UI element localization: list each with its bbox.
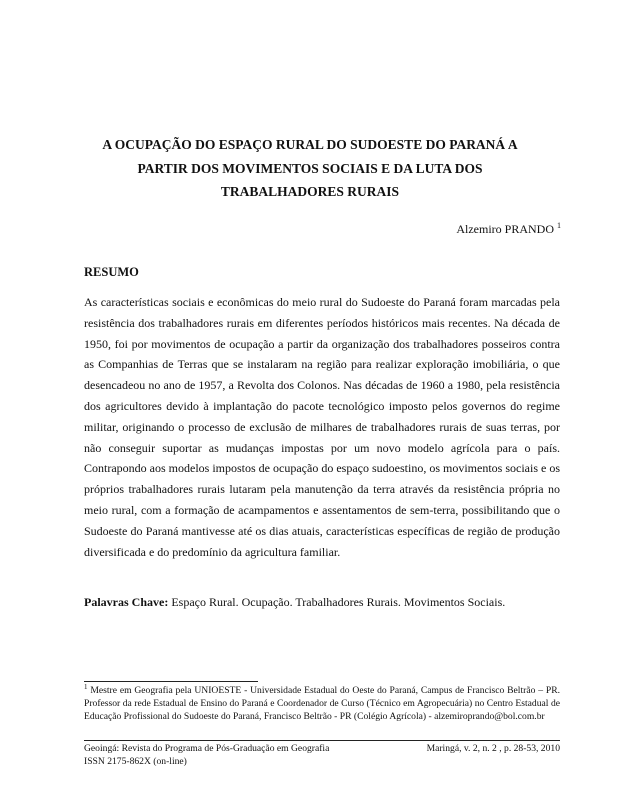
footer-left bbox=[84, 742, 329, 769]
keywords-label: Palavras Chave: bbox=[84, 595, 169, 609]
article-title bbox=[80, 133, 540, 204]
keywords-text: Espaço Rural. Ocupação. Trabalhadores Rurais. Movimentos Sociais. bbox=[171, 595, 506, 609]
title-line-1: A OCUPAÇÃO DO ESPAÇO RURAL DO SUDOESTE DO PARANÁ A bbox=[102, 137, 518, 152]
footnote-text: Mestre em Geografia pela UNIOESTE - Universidade Estadual do Oeste do Paraná, Campus de Francisco Beltrão – PR. Professor da rede Estadual de Ensino do Paraná e Coordenador de Curso (Técnico em Agropecuária) no Centro Estadual de Educação Profissional do Sudoeste do Paraná, Francisco Beltrão - PR (Colégio Agrícola) - alzemiroprando@bol.com.br bbox=[84, 685, 560, 723]
title-line-3: TRABALHADORES RURAIS bbox=[220, 184, 400, 199]
title-line-2: PARTIR DOS MOVIMENTOS SOCIAIS E DA LUTA DOS bbox=[137, 160, 483, 176]
footnote-divider bbox=[84, 681, 258, 682]
footer-journal: Geoingá: Revista do Programa de Pós-Graduação em Geografia bbox=[84, 743, 330, 754]
footer-issn: ISSN 2175-862X (on-line) bbox=[84, 756, 187, 768]
footer-divider bbox=[84, 740, 560, 741]
footer-citation: Maringá, v. 2, n. 2 , p. 28-53, 2010 bbox=[426, 743, 560, 754]
author-name: Alzemiro PRANDO bbox=[456, 222, 554, 236]
footnote bbox=[84, 684, 560, 724]
footnote-mark: 1 bbox=[84, 682, 88, 691]
keywords bbox=[84, 595, 560, 610]
author-line bbox=[456, 222, 561, 237]
author-footnote-mark: 1 bbox=[557, 221, 561, 230]
abstract-text: As características sociais e econômicas do meio rural do Sudoeste do Paraná foram marcadas pela resistência dos trabalhadores rurais em diferentes períodos históricos mais recentes. Na década de 1950, foi por movimentos de ocupação a partir da organização dos trabalhadores posseiros contra as Companhias de Terras que se instalaram na região para realizar exploração imobiliária, o que desencadeou no ano de 1957, a Revolta dos Colonos. Nas décadas de 1960 a 1980, pela resistência dos agricultores devido à implantação do pacote tecnológico imposto pelos governos do regime militar, originando o processo de exclusão de milhares de trabalhadores rurais de suas terras, por não conseguir suportar as mudanças impostas por um novo modelo agrícola para o país. Contrapondo aos modelos impostos de ocupação do espaço sudoestino, os movimentos sociais e os próprios trabalhadores rurais lutaram pela manutenção da terra através da resistência própria no meio rural, com a formação de acampamentos e assentamentos de sem-terra, possibilitando que o Sudoeste do Paraná mantivesse até os dias atuais, características específicas de região de produção diversificada e do predomínio da agricultura familiar. bbox=[84, 295, 560, 559]
abstract-heading: RESUMO bbox=[84, 265, 139, 279]
